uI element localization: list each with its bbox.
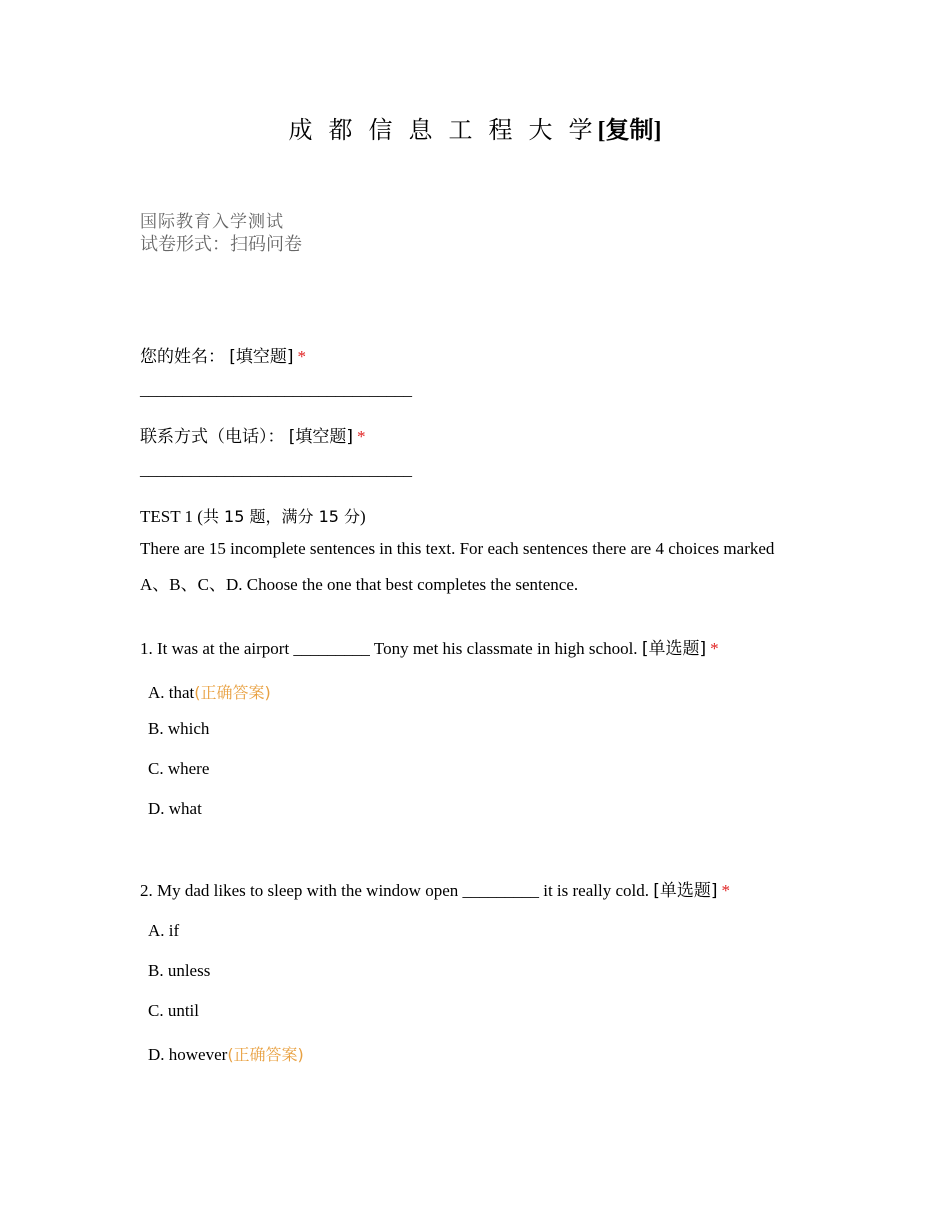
question-2-option-a[interactable]	[148, 921, 179, 941]
name-type: [填空题]	[229, 347, 294, 367]
option-label: D. what	[148, 799, 202, 818]
question-type: [单选题]	[653, 881, 718, 901]
question-text: 2. My dad likes to sleep with the window open _________ it is really cold.	[140, 881, 654, 900]
question-1-text	[140, 634, 719, 659]
question-1-option-b[interactable]	[148, 719, 209, 739]
phone-input[interactable]: ________________________________	[140, 460, 412, 479]
required-mark: *	[357, 427, 366, 446]
subtitle-test-format: 试卷形式：扫码问卷	[140, 234, 302, 255]
question-type: [单选题]	[641, 639, 707, 659]
test-instructions: There are 15 incomplete sentences in this text. For each sentences there are 4 choices marked A、B、C、D. Choose the one that best completes the sentence.	[140, 539, 775, 594]
question-1-option-c[interactable]	[148, 759, 209, 779]
title-text: 成 都 信 息 工 程 大 学	[288, 118, 598, 144]
required-mark: *	[297, 347, 307, 366]
option-label: C. until	[148, 1001, 200, 1020]
question-2-option-d[interactable]	[148, 1042, 304, 1065]
question-2-option-c[interactable]	[148, 1001, 199, 1021]
test-heading-cn: 共 15 题，满分 15 分	[202, 507, 361, 526]
question-2-text	[140, 876, 730, 901]
option-label: C. where	[148, 759, 210, 778]
subtitle-test-name: 国际教育入学测试	[140, 212, 284, 232]
option-label: A. that	[148, 683, 195, 702]
question-text: 1. It was at the airport _________ Tony met his classmate in high school.	[140, 639, 642, 658]
option-label: D. however	[148, 1045, 228, 1064]
correct-answer-mark: (正确答案)	[194, 683, 271, 702]
page-title	[0, 110, 950, 145]
phone-type: [填空题]	[288, 427, 354, 447]
required-mark: *	[721, 881, 731, 900]
name-input[interactable]: ________________________________	[140, 380, 412, 399]
title-suffix: [复制]	[597, 118, 662, 144]
option-label: B. which	[148, 719, 210, 738]
question-1-option-a[interactable]	[148, 680, 271, 703]
required-mark: *	[710, 639, 719, 658]
name-field-label	[140, 342, 306, 367]
question-1-option-d[interactable]	[148, 799, 202, 819]
question-2-option-b[interactable]	[148, 961, 210, 981]
test-heading-close: )	[360, 507, 366, 526]
phone-label: 联系方式（电话）：	[140, 427, 285, 447]
option-label: B. unless	[148, 961, 211, 980]
phone-field-label	[140, 422, 366, 447]
name-label: 您的姓名：	[140, 347, 225, 367]
test-heading-en: TEST 1 (	[140, 507, 203, 526]
correct-answer-mark: (正确答案)	[227, 1045, 304, 1064]
option-label: A. if	[148, 921, 180, 940]
test-heading	[140, 504, 366, 527]
